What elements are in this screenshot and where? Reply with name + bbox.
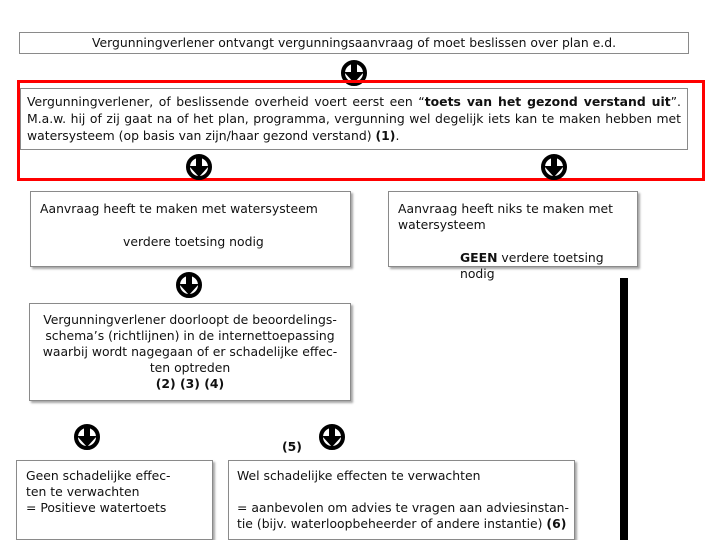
right-branch-geen: GEEN	[460, 250, 498, 265]
down-arrow-circle-icon	[176, 272, 202, 298]
no-effects-line-3: = Positieve watertoets	[26, 500, 167, 515]
top-box	[19, 32, 689, 54]
down-arrow-circle-icon	[186, 154, 212, 180]
down-arrow-circle-icon	[541, 154, 567, 180]
ref-1: (1)	[375, 128, 396, 143]
effects-line-2	[237, 516, 574, 532]
right-branch-subtitle	[398, 250, 637, 282]
top-box-text: Vergunningverlener ontvangt vergunningsaanvraag of moet beslissen over plan e.d.	[91, 35, 617, 50]
effects-box	[228, 460, 575, 540]
down-arrow-circle-icon	[74, 424, 100, 450]
left-branch-title: Aanvraag heeft te maken met watersysteem	[40, 201, 318, 216]
highlight-frame	[17, 80, 705, 181]
ref-6: (6)	[546, 516, 567, 531]
right-branch-title: Aanvraag heeft niks te maken met watersysteem	[398, 201, 614, 232]
no-effects-box	[16, 460, 213, 540]
ref-5: (5)	[282, 439, 302, 454]
effects-title: Wel schadelijke effecten te verwachten	[237, 468, 481, 483]
common-sense-text-1: Vergunningverlener, of beslissende overheid voert eerst een “	[27, 94, 425, 109]
vertical-connector-line	[620, 278, 628, 540]
right-branch-box	[388, 191, 638, 281]
schema-text: Vergunningverlener doorloopt de beoordelings-schema’s (richtlijnen) in de internettoepassing waarbij wordt nagegaan of er schadelijke effec-ten optreden	[42, 312, 338, 375]
right-branch-subtitle-rest: verdere toetsing nodig	[460, 250, 604, 281]
common-sense-end: .	[395, 128, 400, 143]
effects-line-1: = aanbevolen om advies te vragen aan adviesinstan-	[237, 500, 569, 515]
effects-line-2-text: tie (bijv. waterloopbeheerder of andere instantie)	[237, 516, 547, 531]
no-effects-line-2: ten te verwachten	[26, 484, 140, 499]
no-effects-line-1: Geen schadelijke effec-	[26, 468, 171, 483]
down-arrow-circle-icon	[319, 424, 345, 450]
left-branch-box	[30, 191, 351, 267]
common-sense-bold: toets van het gezond verstand uit	[424, 94, 671, 109]
left-branch-subtitle: verdere toetsing nodig	[123, 234, 264, 249]
common-sense-text-2: ”. M.a.w. hij of zij gaat na of het plan, programma, vergunning wel degelijk iets kan te maken hebben met watersysteem (op basis van zijn/haar gezond verstand)	[27, 94, 681, 143]
refs-2-3-4: (2) (3) (4)	[155, 376, 225, 391]
schema-box	[29, 303, 351, 401]
